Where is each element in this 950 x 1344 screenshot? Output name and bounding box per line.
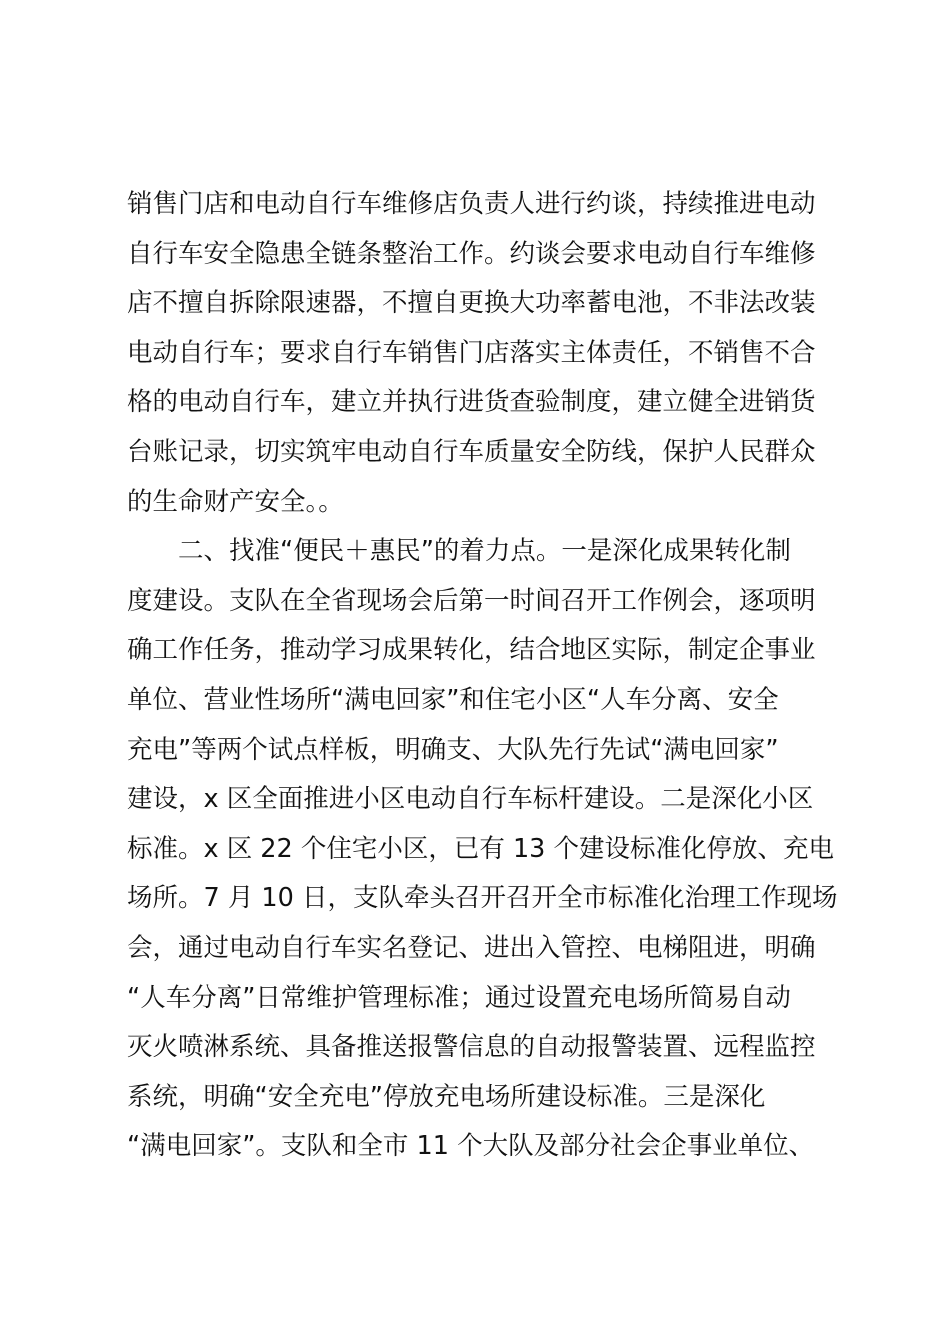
text-line: 台账记录，切实筑牢电动自行车质量安全防线，保护人民群众 bbox=[127, 436, 816, 467]
section-heading-line: 二、找准“便民＋惠民”的着力点。一是深化成果转化制 bbox=[178, 536, 791, 567]
text-line: 确工作任务，推动学习成果转化，结合地区实际，制定企事业 bbox=[127, 635, 816, 666]
text-line: 会，通过电动自行车实名登记、进出入管控、电梯阻进，明确 bbox=[127, 932, 816, 963]
body-text bbox=[127, 180, 847, 1172]
text-line: 充电”等两个试点样板，明确支、大队先行先试“满电回家” bbox=[127, 734, 779, 765]
text-line: 系统，明确“安全充电”停放充电场所建设标准。三是深化 bbox=[127, 1081, 766, 1112]
text-line: “人车分离”日常维护管理标准；通过设置充电场所简易自动 bbox=[127, 982, 791, 1013]
text-line: 电动自行车；要求自行车销售门店落实主体责任，不销售不合 bbox=[127, 337, 816, 368]
text-line: 灭火喷淋系统、具备推送报警信息的自动报警装置、远程监控 bbox=[127, 1032, 816, 1063]
text-line: 单位、营业性场所“满电回家”和住宅小区“人车分离、安全 bbox=[127, 684, 779, 715]
text-line: 自行车安全隐患全链条整治工作。约谈会要求电动自行车维修 bbox=[127, 238, 816, 269]
text-line: 店不擅自拆除限速器，不擅自更换大功率蓄电池，不非法改装 bbox=[127, 288, 816, 319]
text-line: 的生命财产安全。。 bbox=[127, 486, 344, 517]
text-line: 度建设。支队在全省现场会后第一时间召开工作例会，逐项明 bbox=[127, 585, 816, 616]
text-line: 销售门店和电动自行车维修店负责人进行约谈，持续推进电动 bbox=[127, 189, 816, 219]
text-line: 标准。x 区 22 个住宅小区，已有 13 个建设标准化停放、充电 bbox=[127, 833, 835, 864]
text-line: 建设，x 区全面推进小区电动自行车标杆建设。二是深化小区 bbox=[127, 784, 814, 815]
text-line: 格的电动自行车，建立并执行进货查验制度，建立健全进销货 bbox=[127, 387, 816, 418]
text-line: 场所。7 月 10 日，支队牵头召开召开全市标准化治理工作现场 bbox=[127, 883, 838, 914]
text-line: “满电回家”。支队和全市 11 个大队及部分社会企事业单位、 bbox=[127, 1131, 815, 1162]
